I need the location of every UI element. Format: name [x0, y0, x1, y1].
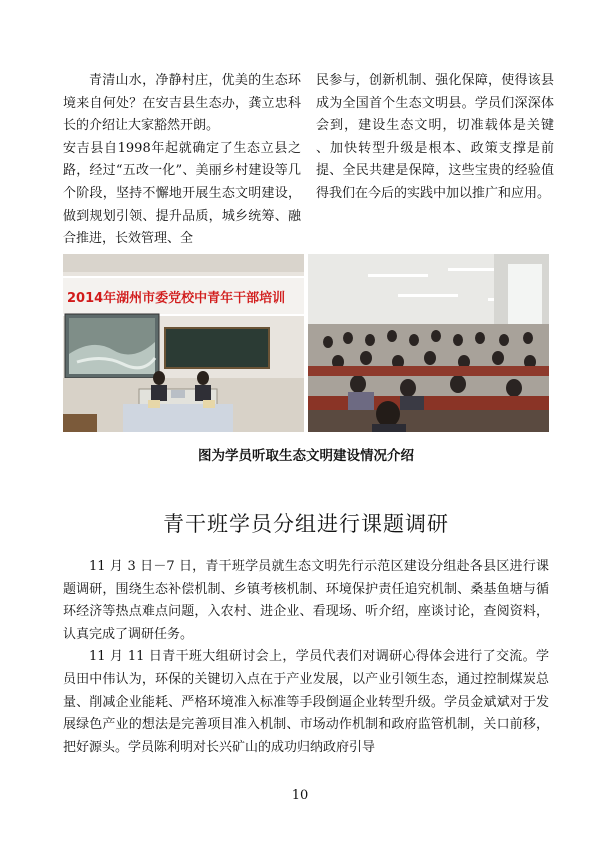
- body-paragraph-2: 11 月 11 日青干班大组研讨会上，学员代表们对调研心得体会进行了交流。学员田中伟认为，环保的关键切入点在于产业发展，以产业引领生态，通过控制煤炭总量、削减企业能耗、严格环境准入标准等手段倒逼企业转型升级。学员金斌斌对于发展绿色产业的想法是完善项目准入机制、市场动作机制和政府监管机制，关口前移，把好源头。学员陈利明对长兴矿山的成功归纳政府引导: [63, 649, 549, 755]
- left-paragraph-1: 青清山水，净静村庄，优美的生态环境来自何处？在安吉县生态办，龚立忠科长的介绍让大家豁然开朗。: [63, 73, 301, 134]
- right-text-column: [316, 70, 554, 206]
- classroom-photo: [308, 254, 549, 432]
- page-number: 10: [291, 788, 309, 803]
- section-body: [63, 556, 549, 759]
- left-paragraph-2: 安吉县自1998年起就确定了生态立县之路，经过“五改一化”、美丽乡村建设等几个阶段，坚持不懈地开展生态文明建设，做到规划引领、提升品质，城乡统筹、融合推进，长效管理、全: [63, 140, 301, 247]
- banner-text: 2014年湖州市委党校中青年干部培训: [67, 291, 286, 306]
- body-paragraph-1: 11 月 3 日－7 日，青干班学员就生态文明先行示范区建设分组赴各县区进行课题调研，围绕生态补偿机制、乡镇考核机制、环境保护责任追究机制、桑基鱼塘与循环经济等热点难点问题，入农村、进企业、看现场、听介绍，座谈讨论，查阅资料，认真完成了调研任务。: [63, 559, 549, 642]
- training-room-photo: [63, 254, 304, 432]
- right-paragraph: 民参与，创新机制、强化保障，使得该县成为全国首个生态文明县。学员们深深体会到，建设生态文明，切准载体是关键 、加快转型升级是根本、政策支撑是前提、全民共建是保障，这些宝贵的经验值得我们在今后的实践中加以推广和应用。: [316, 73, 554, 201]
- section-heading: 青干班学员分组进行课题调研: [163, 512, 449, 536]
- photo-caption: 图为学员听取生态文明建设情况介绍: [198, 448, 414, 464]
- left-text-column: [63, 70, 301, 251]
- classroom-illustration: [308, 254, 549, 432]
- training-room-illustration: [63, 254, 304, 432]
